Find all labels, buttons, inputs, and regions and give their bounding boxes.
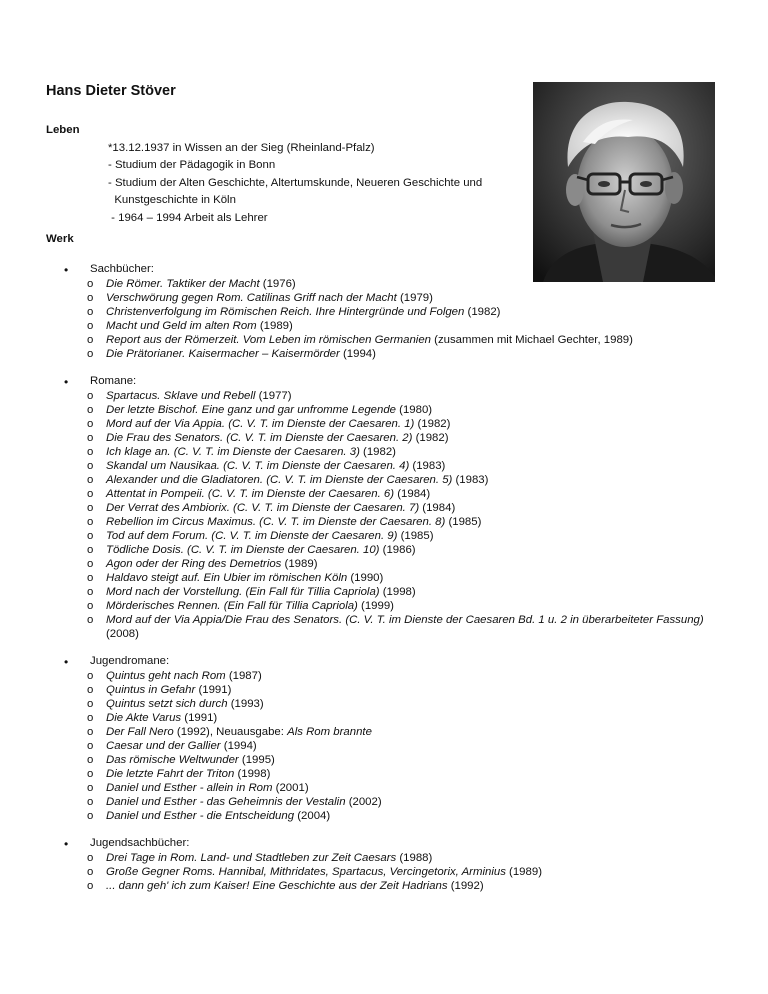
work-details: (1977) [255,390,292,402]
sub-bullet-icon: o [87,502,94,514]
sub-bullet-icon: o [87,796,94,808]
category-label: Romane: [90,375,137,387]
work-details: (1998) [379,586,416,598]
work-title: Daniel und Esther - allein in Rom [106,782,273,794]
sub-bullet-icon: o [87,866,94,878]
work-title: Der Verrat des Ambiorix. (C. V. T. im Dienste der Caesaren. 7) [106,502,420,514]
leben-line: - Studium der Pädagogik in Bonn [108,159,276,172]
bullet-icon: • [64,263,69,277]
sub-bullet-icon: o [87,404,94,416]
work-details: (1983) [452,474,489,486]
leben-line: - 1964 – 1994 Arbeit als Lehrer [108,211,268,224]
leben-line: - Studium der Alten Geschichte, Altertumskunde, Neueren Geschichte und [108,176,483,189]
sub-bullet-icon: o [87,698,94,710]
work-list [46,375,726,641]
work-title: Spartacus. Sklave und Rebell [106,390,256,402]
list-item [87,725,726,739]
list-item [87,347,726,361]
work-details: (1999) [357,600,394,612]
list-item [87,683,726,697]
work-list [46,655,726,823]
list-item [87,543,726,557]
work-title: Die Frau des Senators. (C. V. T. im Dienste der Caesaren. 2) [106,432,413,444]
work-title: Attentat in Pompeii. (C. V. T. im Dienste der Caesaren. 6) [106,488,395,500]
sub-bullet-icon: o [87,432,94,444]
sub-bullet-icon: o [87,880,94,892]
work-title: Mörderisches Rennen. (Ein Fall für Tillia Capriola) [106,600,358,612]
list-item [87,445,726,459]
work-details: (1985) [445,516,482,528]
sub-bullet-icon: o [87,474,94,486]
work-title: Christenverfolgung im Römischen Reich. Ihre Hintergründe und Folgen [106,306,465,318]
work-title: Mord nach der Vorstellung. (Ein Fall für Tillia Capriola) [106,586,380,598]
work-details: (1991) [195,684,232,696]
list-item [87,515,726,529]
list-item [87,851,726,865]
work-title: Quintus in Gefahr [106,684,196,696]
work-title: Tod auf dem Forum. (C. V. T. im Dienste der Caesaren. 9) [106,530,398,542]
list-item [87,291,726,305]
sub-bullet-icon: o [87,488,94,500]
sub-bullet-icon: o [87,292,94,304]
work-title: Die Römer. Taktiker der Macht [106,278,260,290]
bullet-icon: • [64,655,69,669]
sub-bullet-icon: o [87,278,94,290]
work-details: (1989) [256,320,293,332]
work-title: Quintus geht nach Rom [106,670,226,682]
work-title: Der Fall Nero [106,726,174,738]
list-item [87,501,726,515]
work-details: (1998) [234,768,271,780]
leben-details [108,140,482,227]
work-details: (2008) [106,628,139,640]
work-list [46,263,726,361]
list-item [87,277,726,291]
list-item [87,879,726,893]
work-details: (1990) [347,572,384,584]
sub-bullet-icon: o [87,460,94,472]
list-item [87,333,726,347]
leben-line: *13.12.1937 in Wissen an der Sieg (Rheinland-Pfalz) [108,142,375,154]
list-item [87,417,726,431]
list-item [87,473,726,487]
bullet-icon: • [64,375,69,389]
work-title: Daniel und Esther - das Geheimnis der Vestalin [106,796,346,808]
list-item [87,613,726,641]
work-details: (1994) [220,740,257,752]
work-details: (1995) [238,754,275,766]
work-title: Das römische Weltwunder [106,754,239,766]
work-details: (1983) [409,460,446,472]
work-title: Verschwörung gegen Rom. Catilinas Griff nach der Macht [106,292,397,304]
list-item [87,809,726,823]
work-title: Alexander und die Gladiatoren. (C. V. T. im Dienste der Caesaren. 5) [106,474,453,486]
work-title: Quintus setzt sich durch [106,698,228,710]
sub-bullet-icon: o [87,516,94,528]
list-item [87,711,726,725]
work-details: (1989) [505,866,542,878]
list-item [87,865,726,879]
work-details: (1989) [281,558,318,570]
category-label: Sachbücher: [90,263,154,275]
work-title: Ich klage an. (C. V. T. im Dienste der Caesaren. 3) [106,446,360,458]
work-title: Rebellion im Circus Maximus. (C. V. T. im Dienste der Caesaren. 8) [106,516,446,528]
work-title: Agon oder der Ring des Demetrios [106,558,282,570]
work-title: Der letzte Bischof. Eine ganz und gar unfromme Legende [106,404,396,416]
category-label: Jugendsachbücher: [90,837,190,849]
list-item [87,319,726,333]
author-photo [533,82,715,282]
work-details: (1984) [419,502,456,514]
category-sachbücher [46,263,726,361]
work-title: Mord auf der Via Appia/Die Frau des Senators. (C. V. T. im Dienste der Caesaren Bd. 1 u. 2 in überarbeiteter Fassung) [106,614,704,626]
list-item [87,669,726,683]
work-title: Haldavo steigt auf. Ein Ubier im römischen Köln [106,572,348,584]
bullet-icon: • [64,837,69,851]
work-details: (1979) [396,292,433,304]
sub-bullet-icon: o [87,572,94,584]
sub-bullet-icon: o [87,446,94,458]
work-details: (1982) [359,446,396,458]
work-details: (1994) [339,348,376,360]
category-romane [46,375,726,641]
list-item [87,767,726,781]
work-details: (1976) [259,278,296,290]
category-label: Jugendromane: [90,655,170,667]
work-details: (2001) [272,782,309,794]
leben-line: Kunstgeschichte in Köln [108,194,236,207]
work-title: Caesar und der Gallier [106,740,221,752]
work-details: (zusammen mit Michael Gechter, 1989) [430,334,633,346]
work-list [46,837,726,893]
work-details: (1985) [397,530,434,542]
sub-bullet-icon: o [87,320,94,332]
sub-bullet-icon: o [87,544,94,556]
list-item [87,781,726,795]
work-details: (1982) [464,306,501,318]
work-title: Daniel und Esther - die Entscheidung [106,810,295,822]
list-item [87,529,726,543]
list-item [87,459,726,473]
sub-bullet-icon: o [87,530,94,542]
list-item [87,697,726,711]
list-item [87,753,726,767]
list-item [87,795,726,809]
sub-bullet-icon: o [87,768,94,780]
work-title: Tödliche Dosis. (C. V. T. im Dienste der Caesaren. 10) [106,544,380,556]
work-title: Mord auf der Via Appia. (C. V. T. im Dienste der Caesaren. 1) [106,418,415,430]
work-details: (1988) [396,852,433,864]
work-details: (1991) [181,712,218,724]
sub-bullet-icon: o [87,600,94,612]
work-title: ... dann geh' ich zum Kaiser! Eine Geschichte aus der Zeit Hadrians [106,880,448,892]
work-title: Report aus der Römerzeit. Vom Leben im römischen Germanien [106,334,431,346]
work-title: Macht und Geld im alten Rom [106,320,257,332]
list-item [87,739,726,753]
category-jugendromane [46,655,726,823]
list-item [87,403,726,417]
sub-bullet-icon: o [87,754,94,766]
sub-bullet-icon: o [87,348,94,360]
list-item [87,585,726,599]
sub-bullet-icon: o [87,334,94,346]
sub-bullet-icon: o [87,390,94,402]
work-title: Große Gegner Roms. Hannibal, Mithridates, Spartacus, Vercingetorix, Arminius [106,866,506,878]
work-title: Skandal um Nausikaa. (C. V. T. im Dienste der Caesaren. 4) [106,460,410,472]
sub-bullet-icon: o [87,558,94,570]
sub-bullet-icon: o [87,684,94,696]
work-title: Die Akte Varus [106,712,182,724]
sub-bullet-icon: o [87,418,94,430]
work-details: (1986) [379,544,416,556]
work-details: (2002) [345,796,382,808]
sub-bullet-icon: o [87,306,94,318]
sub-bullet-icon: o [87,810,94,822]
work-title: Drei Tage in Rom. Land- und Stadtleben zur Zeit Caesars [106,852,397,864]
sub-bullet-icon: o [87,740,94,752]
section-heading-werk: Werk [46,233,74,245]
list-item [87,571,726,585]
sub-bullet-icon: o [87,670,94,682]
work-details: (1992) [447,880,484,892]
page-title: Hans Dieter Stöver [46,83,176,99]
sub-bullet-icon: o [87,614,94,626]
work-details: (1993) [227,698,264,710]
work-details: (1992), Neuausgabe: [173,726,288,738]
list-item [87,389,726,403]
sub-bullet-icon: o [87,726,94,738]
list-item [87,487,726,501]
work-title-alt: Als Rom brannte [287,726,372,738]
section-heading-leben: Leben [46,124,80,136]
work-details: (1980) [396,404,433,416]
work-title: Die Prätorianer. Kaisermacher – Kaisermörder [106,348,340,360]
work-title: Die letzte Fahrt der Triton [106,768,235,780]
sub-bullet-icon: o [87,782,94,794]
list-item [87,305,726,319]
work-details: (1982) [412,432,449,444]
sub-bullet-icon: o [87,712,94,724]
work-details: (1982) [414,418,451,430]
list-item [87,599,726,613]
category-jugendsachbücher [46,837,726,893]
werk-list [46,263,726,907]
list-item [87,557,726,571]
work-details: (2004) [294,810,331,822]
list-item [87,431,726,445]
sub-bullet-icon: o [87,586,94,598]
sub-bullet-icon: o [87,852,94,864]
work-details: (1984) [394,488,431,500]
work-details: (1987) [225,670,262,682]
